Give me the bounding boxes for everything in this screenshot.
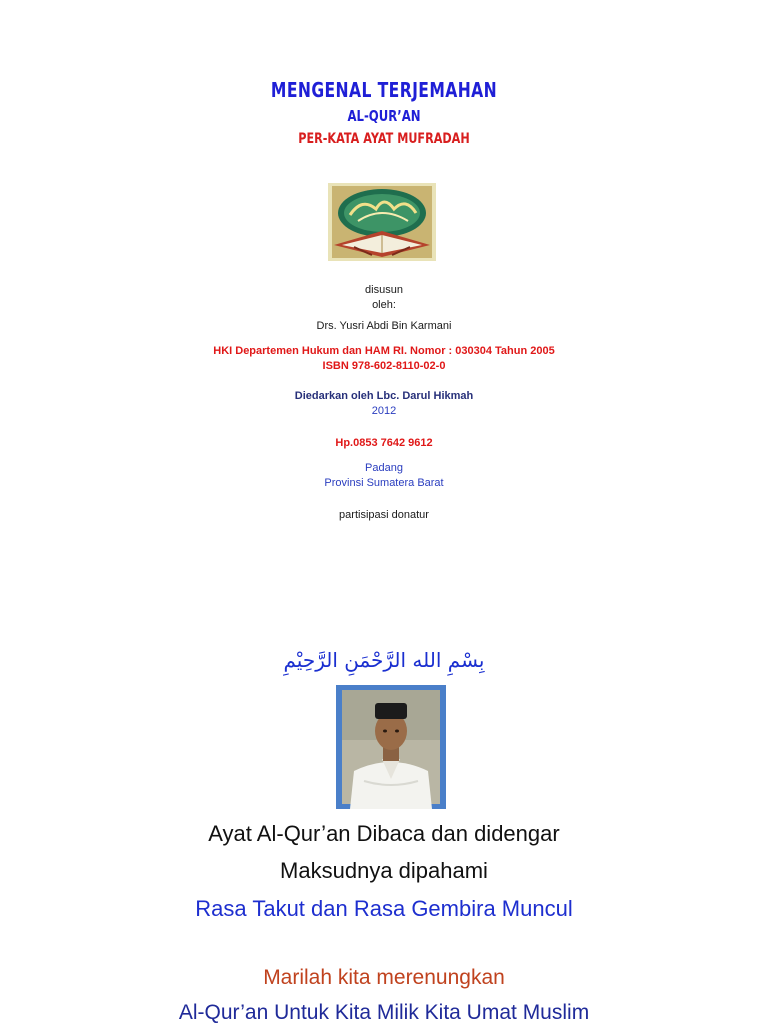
motto-line-1: Ayat Al-Qur’an Dibaca dan didengar bbox=[208, 821, 560, 846]
motto-line-2: Maksudnya dipahami bbox=[280, 858, 488, 883]
phone-number: Hp.0853 7642 9612 bbox=[335, 437, 433, 449]
city: Padang bbox=[365, 462, 403, 474]
subtitle: PER-KATA AYAT MUFRADAH bbox=[298, 131, 470, 147]
isbn: ISBN 978-602-8110-02-0 bbox=[322, 360, 446, 372]
title-line-1: MENGENAL TERJEMAHAN bbox=[270, 78, 498, 102]
publication-year: 2012 bbox=[371, 405, 397, 417]
compiled-label: disusun bbox=[365, 284, 403, 296]
motto-line-4: Marilah kita merenungkan bbox=[263, 966, 505, 989]
title-line-2: AL-QUR’AN bbox=[347, 107, 421, 125]
hki-registration: HKI Departemen Hukum dan HAM RI. Nomor : 030304 Tahun 2005 bbox=[213, 345, 555, 357]
donor-participation: partisipasi donatur bbox=[339, 509, 429, 521]
author-name: Drs. Yusri Abdi Bin Karmani bbox=[316, 320, 452, 332]
basmalah: بِسْمِ الله الرَّحْمَنِ الرَّحِيْمِ bbox=[283, 648, 485, 672]
author-photo bbox=[336, 685, 446, 809]
province: Provinsi Sumatera Barat bbox=[324, 477, 444, 489]
by-label: oleh: bbox=[372, 299, 396, 311]
quran-logo-image bbox=[328, 183, 436, 261]
distributor: Diedarkan oleh Lbc. Darul Hikmah bbox=[294, 390, 474, 402]
motto-line-5: Al-Qur’an Untuk Kita Milik Kita Umat Muslim bbox=[178, 1001, 590, 1024]
motto-line-3: Rasa Takut dan Rasa Gembira Muncul bbox=[195, 896, 573, 921]
